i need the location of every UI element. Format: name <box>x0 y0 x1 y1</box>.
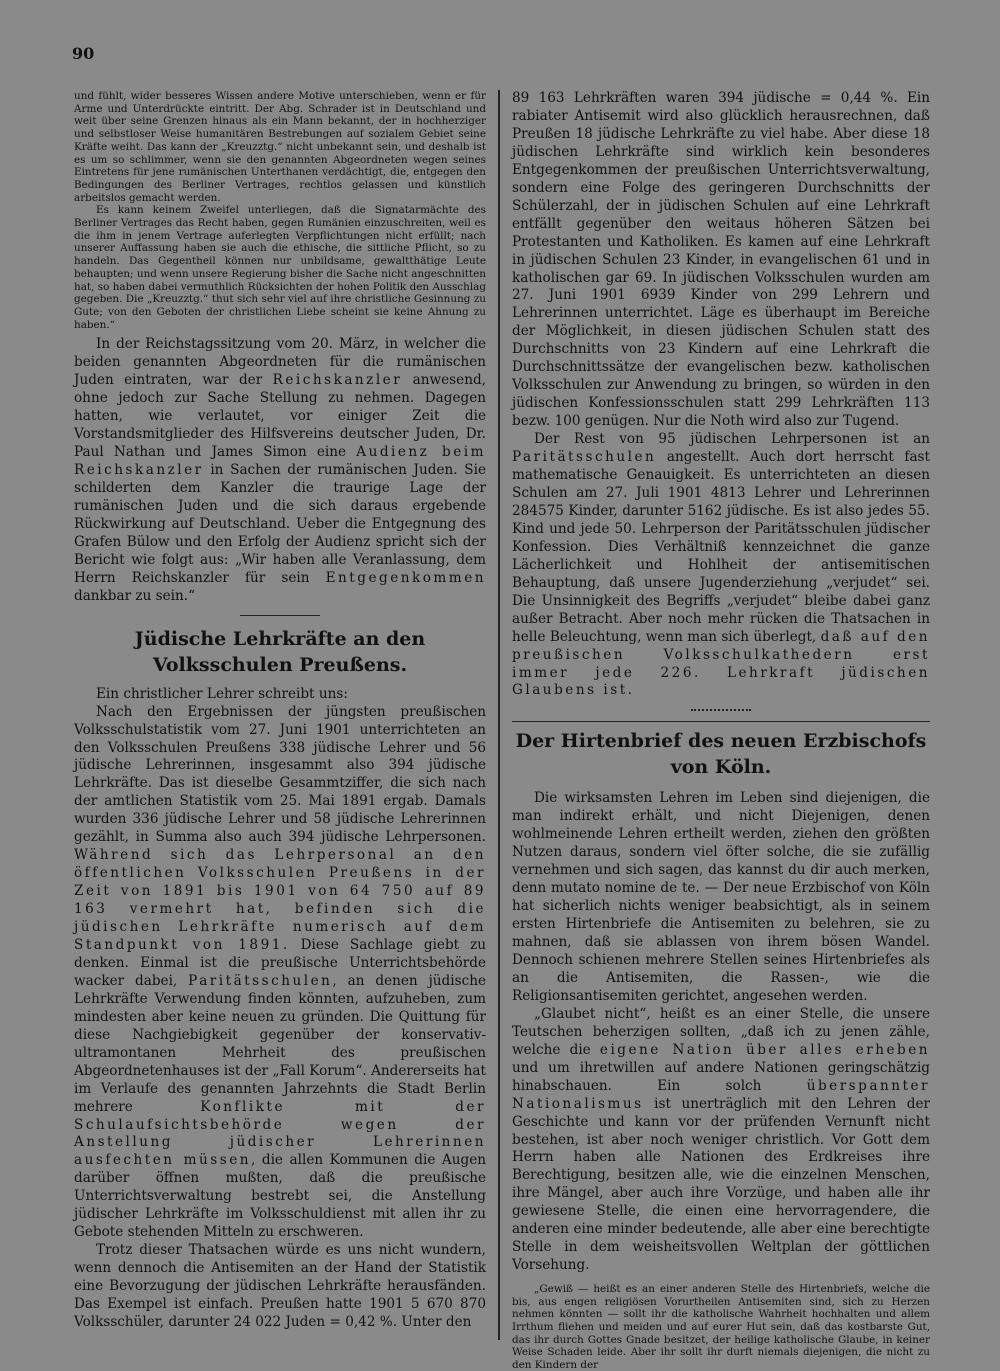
continuation-paragraph: 89 163 Lehrkräften waren 394 jüdische = 0,44 %. Ein rabiater Antisemit wird also glücklich herausrechnen, daß Preußen 18 jüdische Lehrkräfte zu viel habe. Aber diese 18 jüdischen Lehrkräfte sind wirklich kein besonderes Entgegenkommen der preußischen Unterrichtsverwaltung, sondern eine Folge des geringeren Durchschnitts der Schülerzahl, der in jüdischen Schulen auf eine Lehrkraft entfällt gegenüber den weitaus höheren Sätzen bei Protestanten und Katholiken. Es kamen auf eine Lehrkraft in jüdischen Schulen 23 Kinder, in evangelischen 61 und in katholischen gar 69. In jüdischen Volksschulen wurden am 27. Juni 1901 6939 Kinder von 299 Lehrern und Lehrerinnen unterrichtet. Läge es überhaupt im Bereiche der Möglichkeit, in diesen jüdischen Schulen statt des Durchschnitts von 23 Kindern auf eine Lehrkraft die Durchschnittssätze der evangelischen bezw. katholischen Volksschulen zur Anwendung zu bringen, so würden in den jüdischen Konfessionsschulen statt 299 Lehrkräften 113 bezw. 100 genügen. Nur die Noth wird also zur Tugend. <box>512 90 930 430</box>
reichstag-paragraph: In der Reichstagssitzung vom 20. März, in welcher die beiden genannten Abgeordneten für die rumänischen Juden eintraten, war der Reichskanzler anwesend, ohne jedoch zur Sache Stellung zu nehmen. Dagegen hatten, wie verlautet, vor einiger Zeit die Vorstandsmitglieder des Hilfsvereins deutscher Juden, Dr. Paul Nathan und James Simon eine Audienz beim Reichskanzler in Sachen der rumänischen Juden. Sie schilderten dem Kanzler die traurige Lage der rumänischen Juden und die sich daraus ergebende Rückwirkung auf Deutschland. Ueber die Entgegnung des Grafen Bülow und den Erfolg der Audienz spricht sich der Bericht wie folgt aus: „Wir haben alle Veranlassung, dem Herrn Reichskanzler für sein Entgegenkommen dankbar zu sein.“ <box>74 336 486 604</box>
page-number: 90 <box>72 44 95 63</box>
hirtenbrief-paragraph-2: „Glaubet nicht“, heißt es an einer Stelle, die unsere Teutschen beherzigen sollten, „daß ich zu jenen zähle, welche die eigene Nation über alles erheben und um ihretwillen auf andere Nationen geringschätzig hinabschauen. Ein solch überspannter Nationalismus ist unerträglich mit den Lehren der Geschichte und kann vor der prüfenden Vernunft nicht bestehen, ist aber noch weniger christlich. Vor Gott dem Herrn haben alle Nationen des Erdkreises ihre Berechtigung, besitzen alle, wie die einzelnen Menschen, ihre Mängel, aber auch ihre Vorzüge, und haben alle ihr gewiesene Stelle, die einen eine hervorragendere, die anderen eine minder bedeutende, alle aber eine berechtigte Stelle in dem weisheitsvollen Weltplan der göttlichen Vorsehung. <box>512 1005 930 1274</box>
left-column <box>74 90 486 1332</box>
right-column <box>512 90 930 1371</box>
hirtenbrief-paragraph-1: Die wirksamsten Lehren im Leben sind diejenigen, die man indirekt erhält, und nicht Diejenigen, denen wohlmeinende Lehren ertheilt werden, ziehen den größten Nutzen daraus, sondern viel öfter solche, die sie zufällig vernehmen und sich sagen, das kannst du dir auch merken, denn mutato nomine de te. — Der neue Erzbischof von Köln hat sicherlich nichts weniger beabsichtigt, als in seinem ersten Hirtenbriefe die Antisemiten zu belehren, sie zu mahnen, daß sie ablassen von ihrem bösen Wandel. Dennoch schienen mehrere Stellen seines Hirtenbriefes als an die Antisemiten, die Rassen-, wie die Religionsantisemiten gerichtet, angesehen werden. <box>512 790 930 1004</box>
article-heading-hirtenbrief: Der Hirtenbrief des neuen Erzbischofs von Köln. <box>515 730 927 779</box>
paritaet-paragraph: Der Rest von 95 jüdischen Lehrpersonen ist an Paritätsschulen angestellt. Auch dort herrscht fast mathematische Genauigkeit. Es unterrichteten an diesen Schulen am 27. Juli 1901 4813 Lehrer und Lehrerinnen 284575 Kinder, darunter 5162 jüdische. Es ist also jedes 55. Kind und jede 50. Lehrperson der Paritätsschulen jüdischer Konfession. Dies Verhältniß kennzeichnet die ganze Lächerlichkeit und Hohlheit der antisemitischen Behauptung, daß unsere Jugenderziehung „verjudet“ sei. Die Unsinnigkeit des Begriffs „verjudet“ bleibe dabei ganz außer Betracht. Aber noch mehr rücken die Thatsachen in helle Beleuchtung, wenn man sich überlegt, daß auf den preußischen Volksschulkathedern erst immer jede 226. Lehrkraft jüdischen Glaubens ist. <box>512 431 930 699</box>
statistics-paragraph: Nach den Ergebnissen der jüngsten preußischen Volksschulstatistik vom 27. Juni 1901 unterrichteten an den Volksschulen Preußens 338 jüdische Lehrer und 56 jüdische Lehrerinnen, insgesammt also 394 jüdische Lehrkräfte. Das ist dieselbe Gesammtziffer, die sich nach der amtlichen Statistik vom 25. Mai 1891 ergab. Damals wurden 336 jüdische Lehrer und 58 jüdische Lehrerinnen gezählt, in Summa also auch 394 jüdische Lehrpersonen. Während sich das Lehrpersonal an den öffentlichen Volksschulen Preußens in der Zeit von 1891 bis 1901 von 64 750 auf 89 163 vermehrt hat, befinden sich die jüdischen Lehrkräfte numerisch auf dem Standpunkt von 1891. Diese Sachlage giebt zu denken. Einmal ist die preußische Unterrichtsbehörde wacker dabei, Paritätsschulen, an denen jüdische Lehrkräfte Verwendung finden könnten, aufzuheben, zum mindesten aber keine neuen zu gründen. Die Quittung für diese Nachgiebigkeit gegenüber der konservativ-ultramontanen Mehrheit des preußischen Abgeordnetenhauses ist der „Fall Korum“. Andererseits hat im Verlaufe des genannten Jahrzehnts die Stadt Berlin mehrere Konflikte mit der Schulaufsichtsbehörde wegen der Anstellung jüdischer Lehrerinnen ausfechten müssen, die allen Kommunen die Augen darüber öffnen mußten, daß die preußische Unterrichtsverwaltung bestrebt sei, die Anstellung jüdischer Lehrkräfte im Volksschuldienst mit allen ihr zu Gebote stehenden Mitteln zu erschweren. <box>74 703 486 1241</box>
intro-line: Ein christlicher Lehrer schreibt uns: <box>96 685 348 702</box>
column-divider <box>498 90 500 1340</box>
article-heading-teachers: Jüdische Lehrkräfte an den Volksschulen Preußens. <box>134 627 426 676</box>
heading-rule <box>512 721 930 722</box>
quote-paragraph-1: und fühlt, wider besseres Wissen andere Motive unterschieben, wenn er für Arme und Unterdrückte eintritt. Der Abg. Schrader ist in Deutschland und weit über seine Grenzen hinaus als ein Mann bekannt, der in hochherziger und selbstloser Weise humanitären Bestrebungen auf sozialem Gebiet seine Kräfte weiht. Das kann der „Kreuzztg.“ nicht unbekannt sein, und deshalb ist es um so schlimmer, wenn sie den genannten Abgeordneten wegen seines Eintretens für jene rumänischen Unterthanen verdächtigt, die, entgegen den Bedingungen des Berliner Vertrages, rechtlos gelassen und künstlich arbeitslos gemacht werden. <box>74 90 486 204</box>
quote-paragraph-2: Es kann keinem Zweifel unterliegen, daß die Signatarmächte des Berliner Vertrages das Recht haben, gegen Rumänien einzuschreiten, weil es die ihm in jenem Vertrage auferlegten Verpflichtungen nicht erfüllt; nach unserer Auffassung haben sie auch die ethische, die sittliche Pflicht, so zu handeln. Das Gegentheil können nur unbildsame, gewaltthätige Leute behaupten; und wenn unsere Regierung bisher die Sache nicht angeschnitten hat, so haben dabei vermuthlich Rücksichten der hohen Politik den Ausschlag gegeben. Die „Kreuzztg.“ thut sich sehr viel auf ihre christliche Gesinnung zu Gute; von den Geboten der christlichen Liebe scheint sie keine Ahnung zu haben.“ <box>74 204 486 331</box>
section-separator <box>691 709 751 711</box>
trotz-paragraph: Trotz dieser Thatsachen würde es uns nicht wundern, wenn dennoch die Antisemiten an der Hand der Statistik eine Bevorzugung der jüdischen Lehrkräfte herausfänden. Das Exempel ist einfach. Preußen hatte 1901 5 670 870 Volksschüler, darunter 24 022 Juden = 0,42 %. Unter den <box>74 1242 486 1331</box>
hirtenbrief-quote-small: „Gewiß — heißt es an einer anderen Stelle des Hirtenbriefs, welche die bis, aus engen religiösen Vorurtheilen Antisemiten sind, sich zu Herzen nehmen könnten — sollt ihr die katholische Wahrheit hochhalten und allem Irrthum fliehen und meiden und auf eurer Hut sein, daß das kostbarste Gut, das ihr durch Gottes Gnade besitzet, der heilige katholische Glaube, in keiner Weise Schaden leide. Aber ihr sollt ihr durft niemals diejenigen, die nicht zu den Kindern der <box>512 1283 930 1371</box>
section-separator <box>240 615 320 616</box>
